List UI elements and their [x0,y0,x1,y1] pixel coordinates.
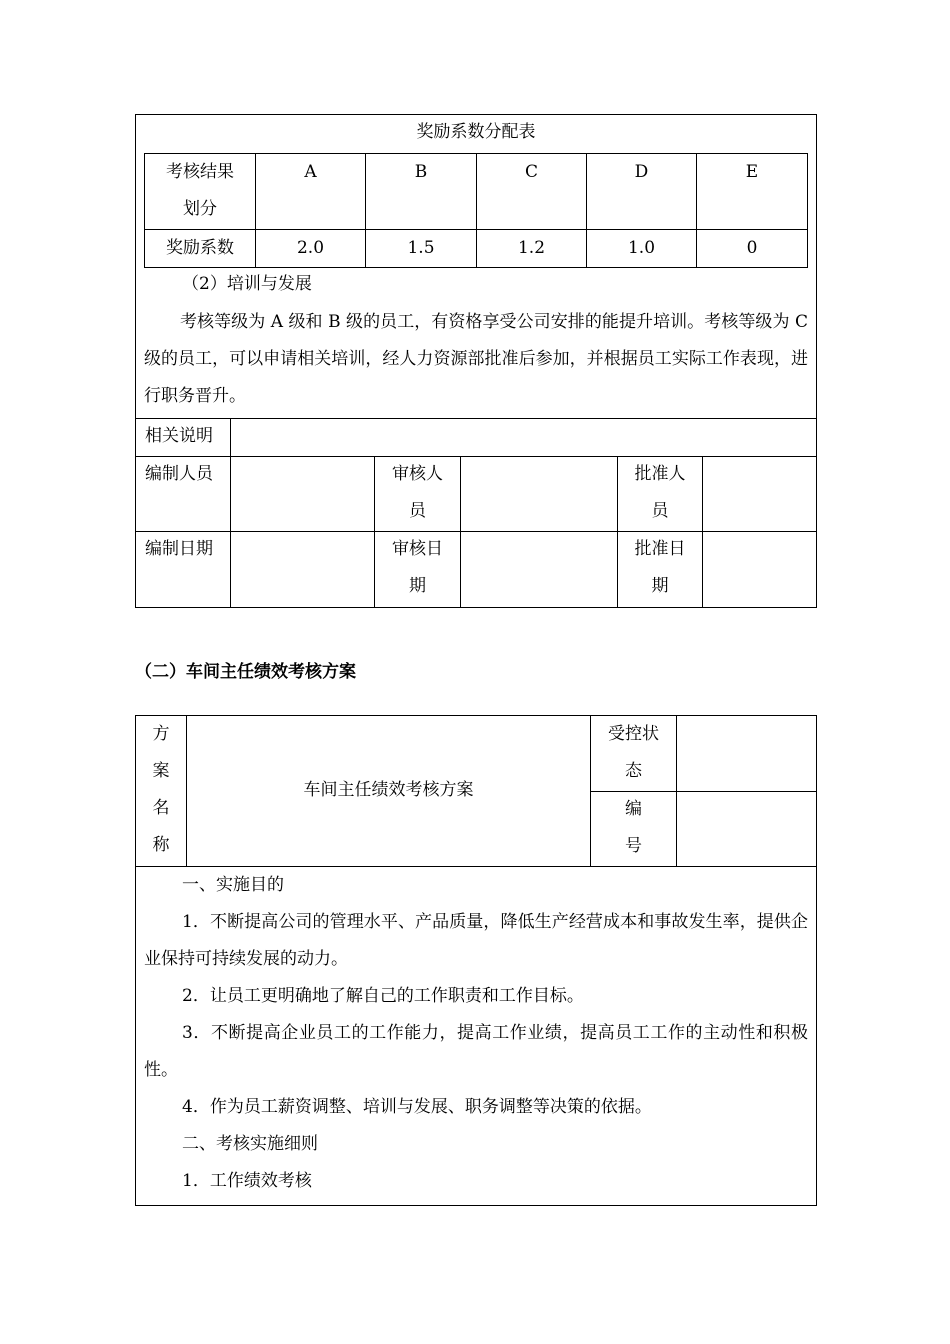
reward-table-title: 奖励系数分配表 [416,122,536,142]
prepared-date-label: 编制日期 [145,539,213,559]
grade-e: E [697,154,808,230]
grade-a: A [256,154,366,230]
plan-name-label: 方 案 名 称 [152,724,170,855]
body-heading-rules: 二、考核实施细则 [182,1134,318,1154]
reward-coefficient-table [144,153,808,268]
coefficient-e: 0 [697,230,808,268]
coefficient-c: 1.2 [477,230,587,268]
body-item-2: 2．让员工更明确地了解自己的工作职责和工作目标。 [182,986,584,1006]
coefficient-row-label: 奖励系数 [145,230,256,268]
grade-b: B [366,154,477,230]
coefficient-d: 1.0 [587,230,697,268]
grade-c: C [477,154,587,230]
body-heading-purpose: 一、实施目的 [182,875,284,895]
related-notes-label: 相关说明 [145,426,213,446]
plan-body [144,867,808,1200]
approver-label: 批准人 员 [634,464,686,521]
approve-date-label: 批准日 期 [634,539,686,596]
body-item-1: 1．不断提高公司的管理水平、产品质量，降低生产经营成本和事故发生率，提供企业保持可持续发展的动力。 [144,912,808,969]
reviewer-label: 审核人 员 [392,464,443,521]
body-item-4: 4．作为员工薪资调整、培训与发展、职务调整等决策的依据。 [182,1097,652,1117]
section-heading: （二）车间主任绩效考核方案 [135,662,356,682]
number-label: 编 号 [625,799,642,856]
coefficient-b: 1.5 [366,230,477,268]
plan-name-value: 车间主任绩效考核方案 [303,780,474,800]
training-development-paragraph: 考核等级为 A 级和 B 级的员工，有资格享受公司安排的能提升培训。考核等级为 C 级的员工，可以申请相关培训，经人力资源部批准后参加，并根据员工实际工作表现，进行职务晋升。 [144,312,808,406]
review-date-label: 审核日 期 [392,539,443,596]
grade-d: D [587,154,697,230]
body-item-3: 3．不断提高企业员工的工作能力，提高工作业绩，提高员工工作的主动性和积极性。 [144,1023,808,1080]
control-status-label: 受控状 态 [608,724,659,781]
prepared-by-label: 编制人员 [145,464,213,484]
coefficient-a: 2.0 [256,230,366,268]
body-subheading-work: 1．工作绩效考核 [182,1171,312,1191]
training-development-heading: （2）培训与发展 [182,274,312,294]
grade-header-label: 考核结果 划分 [145,154,256,230]
